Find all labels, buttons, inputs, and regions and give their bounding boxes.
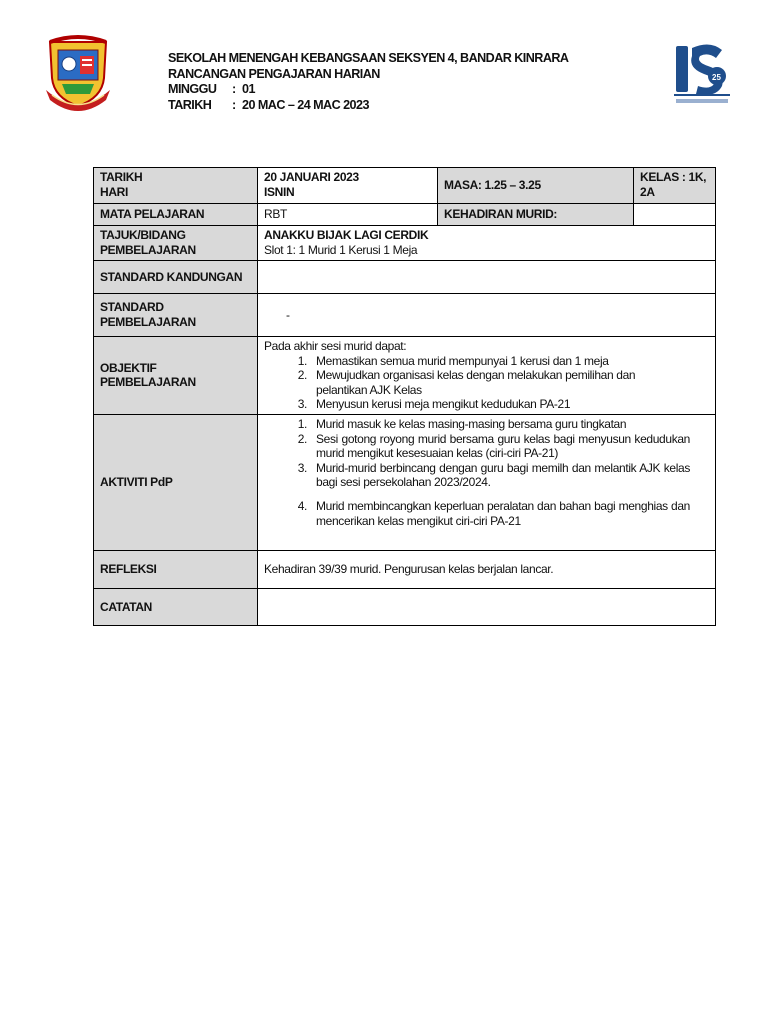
aktiviti-label-cell: [94, 414, 258, 550]
date-value: 20 MAC – 24 MAC 2023: [242, 97, 369, 112]
refleksi-value-cell: [258, 550, 716, 588]
list-item: 1. Memastikan semua murid mempunyai 1 kerusi dan 1 meja: [310, 354, 649, 369]
refleksi-label: REFLEKSI: [100, 562, 157, 577]
tajuk-label-line1: TAJUK/BIDANG: [100, 228, 186, 243]
tarikh-hari-value-cell: [258, 168, 438, 204]
aktiviti-value-cell: [258, 414, 716, 550]
week-value: 01: [242, 82, 255, 97]
lesson-plan-table: [93, 167, 716, 626]
date-label: TARIKH: [168, 97, 212, 112]
kehadiran-label-cell: [438, 204, 634, 226]
school-crest-icon: [44, 34, 112, 112]
list-item: 3. Murid-murid berbincang dengan guru bagi memilh dan melantik AJK kelas bagi sesi persekolahan 2023/2024.: [310, 461, 690, 490]
sk4-25-logo-icon: [670, 42, 734, 108]
mata-pelajaran-value-cell: [258, 204, 438, 226]
list-item: 1. Murid masuk ke kelas masing-masing bersama guru tingkatan: [310, 417, 690, 432]
standard-kandungan-value-cell: [258, 261, 716, 294]
list-item: 2. Mewujudkan organisasi kelas dengan melakukan pemilihan dan pelantikan AJK Kelas: [310, 368, 649, 397]
document-header: [168, 51, 568, 113]
refleksi-value: Kehadiran 39/39 murid. Pengurusan kelas berjalan lancar.: [264, 562, 554, 577]
tajuk-label-line2: PEMBELAJARAN: [100, 243, 196, 257]
masa-value: MASA: 1.25 – 3.25: [444, 178, 541, 193]
list-item: 4. Murid membincangkan keperluan peralatan dan bahan bagi menghias dan mencerikan kelas mengikut ciri-ciri PA-21: [310, 499, 690, 528]
list-item: 3. Menyusun kerusi meja mengikut kedudukan PA-21: [310, 397, 649, 412]
table-row: [94, 168, 716, 204]
aktiviti-list: [264, 417, 690, 528]
table-row: [94, 588, 716, 625]
hari-value: ISNIN: [264, 184, 295, 199]
hari-label: HARI: [100, 184, 128, 199]
table-row: [94, 414, 716, 550]
week-label: MINGGU: [168, 82, 217, 97]
mata-pelajaran-value: RBT: [264, 207, 287, 222]
table-row: [94, 261, 716, 294]
table-row: [94, 226, 716, 261]
school-name: SEKOLAH MENENGAH KEBANGSAAN SEKSYEN 4, BANDAR KINRARA: [168, 51, 569, 65]
masa-cell: [438, 168, 634, 204]
standard-kandungan-label: STANDARD KANDUNGAN: [100, 269, 243, 284]
table-row: [94, 204, 716, 226]
tarikh-hari-label-cell: [94, 168, 258, 204]
kelas-cell: [634, 168, 716, 204]
standard-pembelajaran-value: -: [286, 307, 290, 322]
tarikh-label: TARIKH: [100, 170, 143, 184]
tajuk-value-cell: [258, 226, 716, 261]
objektif-intro: Pada akhir sesi murid dapat:: [264, 339, 407, 353]
catatan-label: CATATAN: [100, 599, 152, 614]
kehadiran-value-cell: [634, 204, 716, 226]
standard-pembelajaran-label-line2: PEMBELAJARAN: [100, 315, 196, 329]
objektif-label-line2: PEMBELAJARAN: [100, 375, 196, 390]
standard-pembelajaran-label-line1: STANDARD: [100, 300, 164, 315]
objektif-value-cell: [258, 337, 716, 415]
kelas-value: KELAS : 1K, 2A: [640, 170, 707, 199]
table-row: [94, 294, 716, 337]
standard-pembelajaran-label-cell: [94, 294, 258, 337]
list-item: 2. Sesi gotong royong murid bersama guru kelas bagi menyusun kedudukan murid mengikut kesesuaian kelas (ciri-ciri PA-21): [310, 432, 690, 461]
svg-text:25: 25: [712, 73, 721, 82]
catatan-value-cell: [258, 588, 716, 625]
objektif-label-line1: OBJEKTIF: [100, 360, 157, 375]
mata-pelajaran-label-cell: [94, 204, 258, 226]
catatan-label-cell: [94, 588, 258, 625]
tajuk-label-cell: [94, 226, 258, 261]
week-colon: :: [232, 82, 236, 97]
refleksi-label-cell: [94, 550, 258, 588]
objektif-list: [264, 354, 709, 412]
table-row: [94, 550, 716, 588]
date-colon: :: [232, 97, 236, 112]
slot-value: Slot 1: 1 Murid 1 Kerusi 1 Meja: [264, 242, 418, 257]
aktiviti-label: AKTIVITI PdP: [100, 475, 173, 490]
kehadiran-label: KEHADIRAN MURID:: [444, 207, 558, 222]
standard-pembelajaran-value-cell: [258, 294, 716, 337]
mata-pelajaran-label: MATA PELAJARAN: [100, 207, 205, 222]
tarikh-value: 20 JANUARI 2023: [264, 170, 359, 184]
table-row: [94, 337, 716, 415]
tajuk-value: ANAKKU BIJAK LAGI CERDIK: [264, 228, 429, 242]
plan-title: RANCANGAN PENGAJARAN HARIAN: [168, 66, 380, 81]
standard-kandungan-label-cell: [94, 261, 258, 294]
objektif-label-cell: [94, 337, 258, 415]
